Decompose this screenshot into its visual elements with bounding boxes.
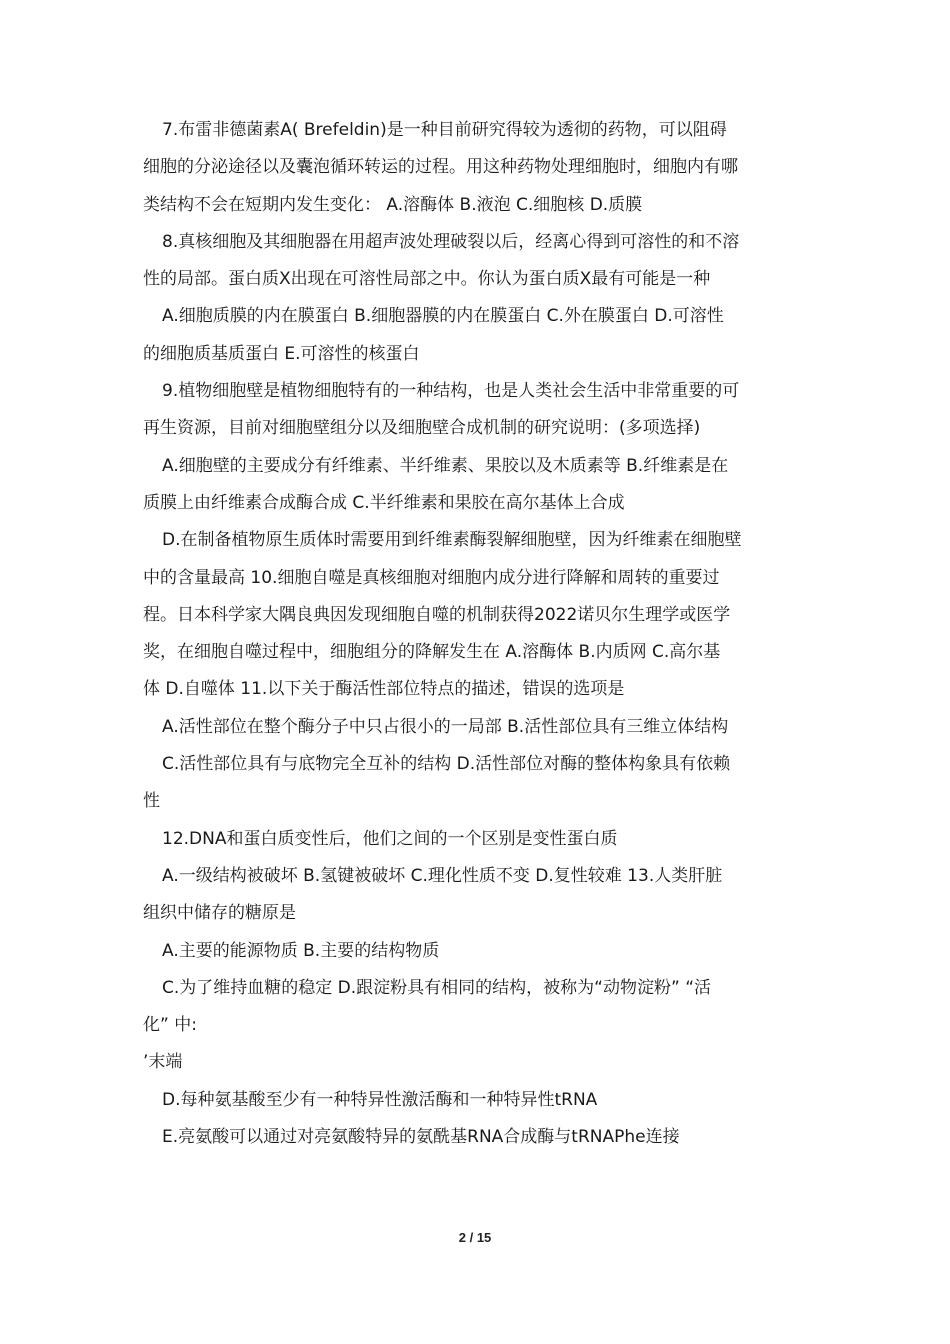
text-line: C.活性部位具有与底物完全互补的结构 D.活性部位对酶的整体构象具有依赖: [162, 754, 731, 775]
text-line: 8.真核细胞及其细胞器在用超声波处理破裂以后，经离心得到可溶性的和不溶: [162, 231, 740, 252]
text-line: D.每种氨基酸至少有一种特异性激活酶和一种特异性tRNA: [162, 1089, 598, 1110]
page-current: 2: [458, 1230, 466, 1245]
text-line: 程。日本科学家大隅良典因发现细胞自噬的机制获得2022诺贝尔生理学或医学: [143, 604, 731, 625]
text-line: 质膜上由纤维素合成酶合成 C.半纤维素和果胶在高尔基体上合成: [143, 492, 625, 513]
text-line: 7.布雷非德菌素A( Brefeldin)是一种目前研究得较为透彻的药物，可以阻碍: [162, 120, 727, 140]
page-separator: /: [469, 1230, 474, 1245]
text-line: A.细胞质膜的内在膜蛋白 B.细胞器膜的内在膜蛋白 C.外在膜蛋白 D.可溶性: [162, 306, 724, 327]
text-line: A.主要的能源物质 B.主要的结构物质: [162, 940, 440, 961]
text-line: 性的局部。蛋白质X出现在可溶性局部之中。你认为蛋白质X最有可能是一种: [143, 269, 711, 290]
text-line: 化” 中:: [143, 1015, 197, 1036]
text-line: 细胞的分泌途径以及囊泡循环转运的过程。用这种药物处理细胞时，细胞内有哪: [143, 157, 738, 178]
text-line: 的细胞质基质蛋白 E.可溶性的核蛋白: [143, 343, 420, 364]
page-total: 15: [476, 1230, 492, 1245]
text-line: A.细胞壁的主要成分有纤维素、半纤维素、果胶以及木质素等 B.纤维素是在: [162, 455, 729, 476]
page-number-footer: [0, 1230, 950, 1245]
text-line: 奖，在细胞自噬过程中，细胞组分的降解发生在 A.溶酶体 B.内质网 C.高尔基: [143, 642, 721, 663]
text-line: A.活性部位在整个酶分子中只占很小的一局部 B.活性部位具有三维立体结构: [162, 716, 729, 737]
text-line: 性: [143, 791, 160, 812]
text-line: C.为了维持血糖的稳定 D.跟淀粉具有相同的结构，被称为“动物淀粉” “活: [162, 977, 711, 998]
text-line: 中的含量最高 10.细胞自噬是真核细胞对细胞内成分进行降解和周转的重要过: [143, 567, 720, 588]
text-line: 再生资源，目前对细胞壁组分以及细胞壁合成机制的研究说明：(多项选择): [143, 418, 701, 439]
document-body: [143, 112, 815, 1156]
text-line: D.在制备植物原生质体时需要用到纤维素酶裂解细胞壁，因为纤维素在细胞壁: [162, 530, 742, 551]
text-line: A.一级结构被破坏 B.氢键被破坏 C.理化性质不变 D.复性较难 13.人类肝脏: [162, 865, 723, 886]
text-line: ’末端: [143, 1052, 183, 1073]
text-line: E.亮氨酸可以通过对亮氨酸特异的氨酰基RNA合成酶与tRNAPhe连接: [162, 1127, 680, 1148]
text-line: 12.DNA和蛋白质变性后，他们之间的一个区别是变性蛋白质: [162, 828, 618, 849]
text-line: 类结构不会在短期内发生变化： A.溶酶体 B.液泡 C.细胞核 D.质膜: [143, 194, 643, 215]
text-line: 体 D.自噬体 11.以下关于酶活性部位特点的描述，错误的选项是: [143, 679, 625, 700]
text-line: 组织中储存的糖原是: [143, 903, 296, 924]
text-line: 9.植物细胞壁是植物细胞特有的一种结构，也是人类社会生活中非常重要的可: [162, 381, 740, 402]
